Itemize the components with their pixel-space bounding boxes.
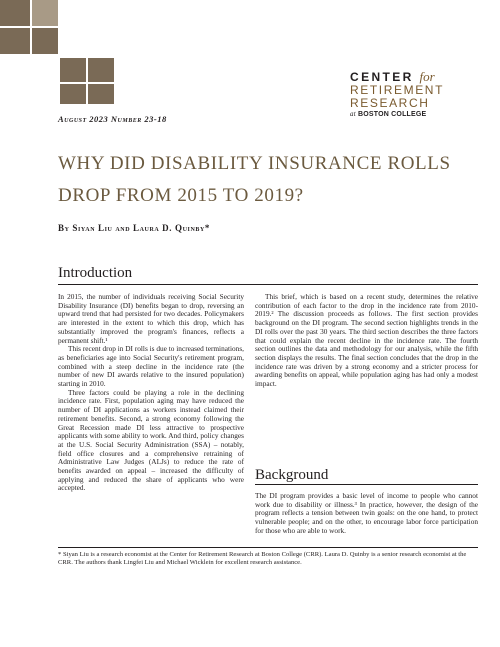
logo-line-center: CENTER for (350, 69, 435, 84)
decorative-square-6 (88, 58, 114, 82)
decorative-square-3 (0, 28, 30, 54)
crr-logo (350, 70, 480, 120)
paragraph: In 2015, the number of individuals receiving Social Security Disability Insurance (DI) benefits began to drop, reversing an upward trend that had persisted for two decades. Policymakers are interested in the extent to which this drop, which has substantially improved the program's finances, reflects a permanent shift.¹ (58, 292, 244, 345)
paragraph: This brief, which is based on a recent study, determines the relative contribution of each factor to the drop in the incidence rate from 2010-2019.² The discussion proceeds as follows. The first section provides background on the DI program. The second section highlights trends in the DI rolls over the past 30 years. The third section describes the three factors that could explain the recent decline in the incidence rate. The fourth section outlines the data and methodology for our analysis, while the fifth section displays the results. The final section concludes that the drop in the incidence rate was driven by a strong economy and a stricter process for awarding benefits on appeal, while population aging has had only a modest impact. (255, 292, 478, 389)
decorative-square-8 (88, 84, 114, 104)
decorative-square-4 (32, 28, 58, 54)
section-heading-background: Background (255, 467, 329, 483)
footnote-rule (58, 547, 478, 548)
decorative-square-5 (60, 58, 86, 82)
left-column (58, 293, 244, 493)
section-heading-introduction: Introduction (58, 265, 133, 281)
section-rule (255, 484, 478, 485)
paragraph: Three factors could be playing a role in the declining incidence rate. First, population aging may have reduced the number of DI applications as workers instead claimed their retirement benefits. Second, a strong economy following the Great Recession made DI less attractive to prospective applicants with some ability to work. And third, policy changes at the U.S. Social Security Administration (SSA) – notably, field office closures and a comprehensive retraining of Administrative Law Judges (ALJs) to reduce the rate of benefits awarded on appeal – increased the difficulty of applying and reduced the share of applicants who were accepted. (58, 387, 244, 493)
paragraph: This recent drop in DI rolls is due to increased terminations, as beneficiaries age into Social Security's retirement program, combined with a steep decline in the incidence rate (the number of new DI awards relative to the insured population) starting in 2010. (58, 344, 244, 389)
decorative-square-1 (0, 0, 30, 26)
decorative-square-2 (32, 0, 58, 26)
decorative-square-7 (60, 84, 86, 104)
logo-line-college: at BOSTON COLLEGE (350, 110, 427, 118)
footnote: * Siyan Liu is a research economist at the Center for Retirement Research at Boston College (CRR). Laura D. Quinby is a senior research economist at the CRR. The authors thank Lingfei Liu and Michael Wicklein for excellent research assistance. (58, 551, 467, 567)
logo-line-retirement: RETIREMENT (350, 83, 444, 97)
logo-line-research: RESEARCH (350, 95, 430, 110)
issue-line: August 2023 Number 23-18 (58, 114, 167, 124)
right-column (255, 293, 478, 389)
background-column (255, 492, 478, 536)
authors-line: By Siyan Liu and Laura D. Quinby* (58, 223, 211, 233)
paragraph: The DI program provides a basic level of income to people who cannot work due to disability or illness.³ In practice, however, the design of the program reflects a tension between twin goals: on the one hand, to protect vulnerable people; and on the other, to encourage labor force participation for those who are able to work. (255, 491, 478, 535)
section-rule (58, 284, 478, 285)
page-title: WHY DID DISABILITY INSURANCE ROLLS DROP FROM 2015 TO 2019? (58, 153, 451, 206)
